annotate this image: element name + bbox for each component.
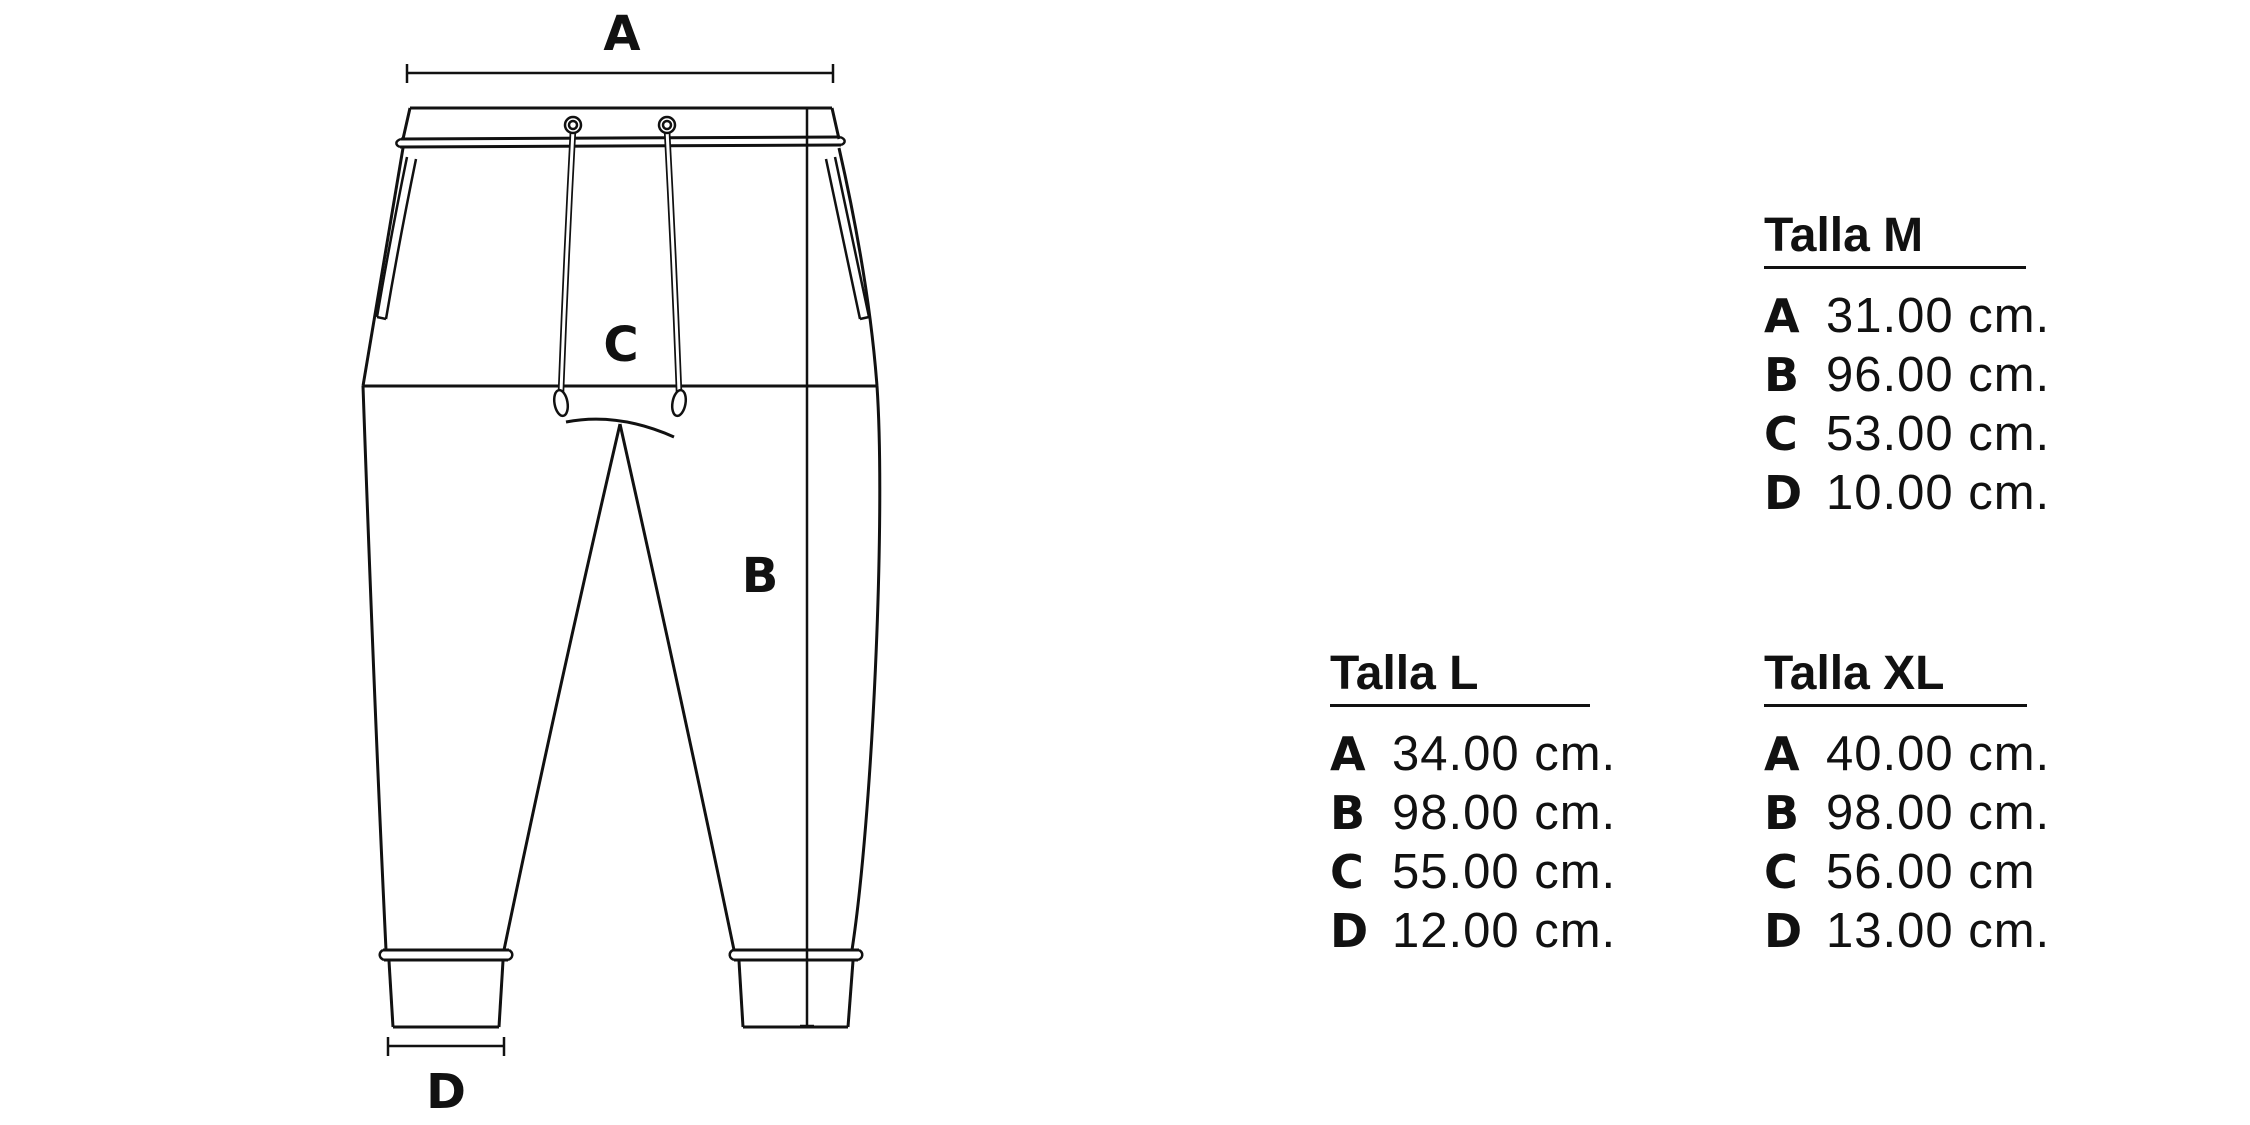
size-row-letter: B bbox=[1764, 786, 1800, 840]
size-row-letter: C bbox=[1330, 845, 1364, 899]
size-row-value: 34.00 cm. bbox=[1392, 727, 1617, 781]
size-row-letter: C bbox=[1764, 845, 1798, 899]
size-row-value: 56.00 cm bbox=[1826, 845, 2036, 899]
size-table-title: Talla M bbox=[1764, 209, 1924, 262]
size-table-l bbox=[1330, 647, 1617, 962]
dim-label-d: D bbox=[426, 1064, 466, 1120]
table-row bbox=[1330, 844, 1616, 903]
cuff-left bbox=[380, 950, 513, 1027]
legs bbox=[363, 386, 880, 950]
aglet-left bbox=[552, 389, 569, 417]
size-table-title: Talla L bbox=[1330, 647, 1479, 700]
size-row-value: 96.00 cm. bbox=[1826, 348, 2051, 402]
size-rows bbox=[1764, 288, 2050, 524]
size-row-value: 13.00 cm. bbox=[1826, 904, 2051, 958]
side-seam-line bbox=[800, 108, 814, 1026]
size-row-letter: D bbox=[1330, 904, 1369, 958]
size-row-letter: B bbox=[1764, 348, 1800, 402]
size-table-xl bbox=[1764, 647, 2051, 962]
size-rows bbox=[1764, 726, 2050, 962]
dim-label-a: A bbox=[603, 6, 641, 62]
size-row-letter: B bbox=[1330, 786, 1366, 840]
dimension-line-d bbox=[388, 1037, 504, 1056]
table-row bbox=[1764, 785, 2050, 844]
size-rows bbox=[1330, 726, 1616, 962]
size-row-letter: A bbox=[1764, 289, 1800, 343]
title-underline bbox=[1764, 704, 2027, 707]
dim-label-c: C bbox=[603, 317, 639, 373]
waistband bbox=[396, 108, 844, 147]
size-row-value: 12.00 cm. bbox=[1392, 904, 1617, 958]
table-row bbox=[1330, 785, 1616, 844]
aglet-right bbox=[670, 389, 687, 417]
size-table-m bbox=[1764, 209, 2051, 524]
size-row-value: 98.00 cm. bbox=[1392, 786, 1617, 840]
size-row-value: 40.00 cm. bbox=[1826, 727, 2051, 781]
size-row-value: 98.00 cm. bbox=[1826, 786, 2051, 840]
table-row bbox=[1330, 903, 1616, 962]
table-row bbox=[1764, 465, 2050, 524]
size-row-value: 53.00 cm. bbox=[1826, 407, 2051, 461]
size-row-value: 31.00 cm. bbox=[1826, 289, 2051, 343]
dimension-line-a bbox=[407, 64, 833, 83]
table-row bbox=[1764, 726, 2050, 785]
cuff-right bbox=[730, 950, 863, 1027]
table-row bbox=[1764, 844, 2050, 903]
size-row-letter: A bbox=[1764, 727, 1800, 781]
drawstring-right bbox=[667, 130, 688, 417]
table-row bbox=[1330, 726, 1616, 785]
size-row-letter: D bbox=[1764, 904, 1803, 958]
table-row bbox=[1764, 288, 2050, 347]
size-row-letter: A bbox=[1330, 727, 1366, 781]
table-row bbox=[1764, 406, 2050, 465]
size-row-letter: C bbox=[1764, 407, 1798, 461]
dim-label-b: B bbox=[741, 548, 779, 604]
size-row-value: 55.00 cm. bbox=[1392, 845, 1617, 899]
size-row-value: 10.00 cm. bbox=[1826, 466, 2051, 520]
title-underline bbox=[1764, 266, 2026, 269]
size-row-letter: D bbox=[1764, 466, 1803, 520]
pants-technical-drawing bbox=[0, 0, 1000, 1125]
eyelets bbox=[565, 117, 675, 133]
size-table-title: Talla XL bbox=[1764, 647, 1945, 700]
table-row bbox=[1764, 903, 2050, 962]
table-row bbox=[1764, 347, 2050, 406]
drawstring-left bbox=[552, 130, 573, 417]
title-underline bbox=[1330, 704, 1590, 707]
